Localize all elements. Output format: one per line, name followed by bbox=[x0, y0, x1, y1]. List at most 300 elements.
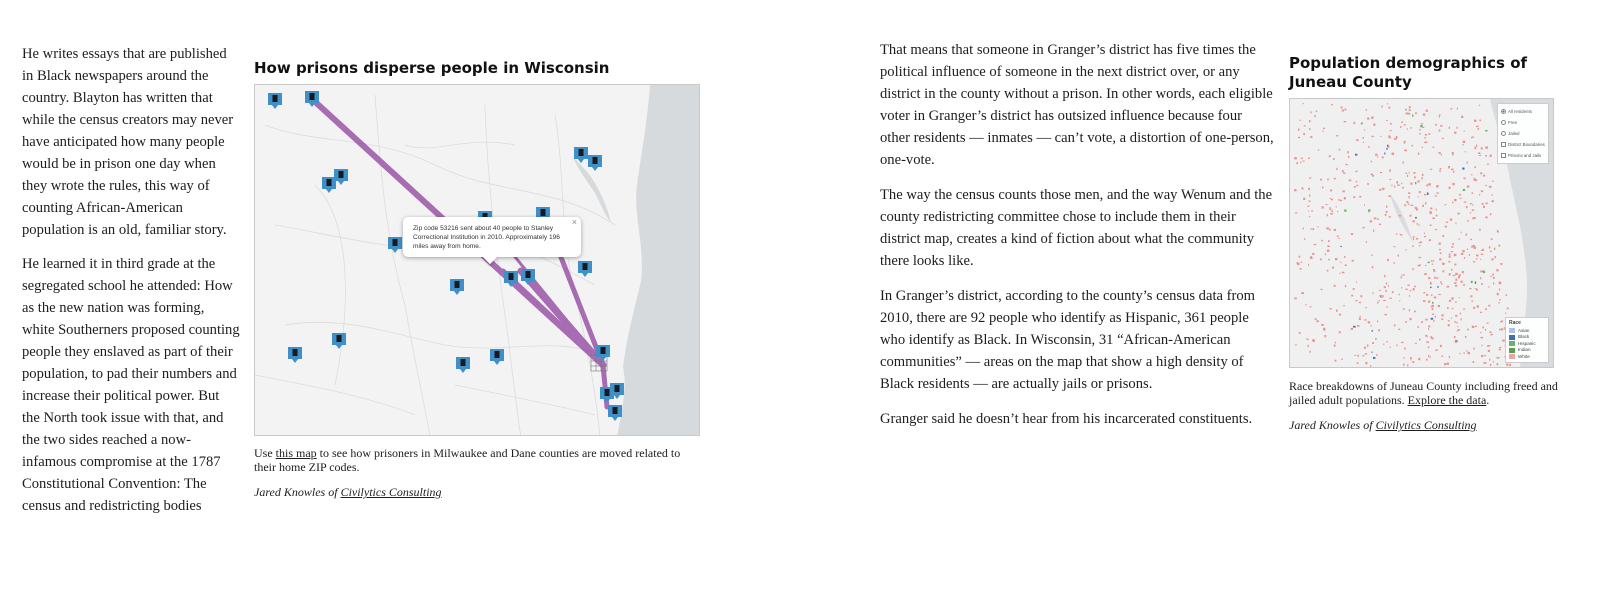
population-dot bbox=[1323, 128, 1325, 129]
population-dot bbox=[1490, 364, 1492, 366]
population-dot bbox=[1299, 256, 1301, 258]
demographics-map[interactable] bbox=[1289, 98, 1554, 368]
population-dot bbox=[1424, 194, 1426, 196]
population-dot bbox=[1425, 319, 1427, 321]
population-dot bbox=[1481, 147, 1483, 149]
population-dot bbox=[1410, 357, 1412, 359]
population-dot bbox=[1415, 217, 1417, 218]
population-dot bbox=[1336, 206, 1337, 207]
population-dot bbox=[1340, 200, 1342, 201]
population-dot bbox=[1424, 273, 1427, 275]
race-legend bbox=[1505, 317, 1549, 363]
population-dot bbox=[1300, 268, 1302, 269]
population-dot bbox=[1433, 147, 1435, 148]
population-dot bbox=[1357, 362, 1359, 363]
population-dot bbox=[1428, 183, 1431, 185]
radio-free[interactable] bbox=[1501, 117, 1545, 128]
population-dot bbox=[1377, 320, 1378, 322]
population-dot bbox=[1466, 350, 1467, 351]
population-dot bbox=[1377, 156, 1378, 157]
population-dot bbox=[1323, 131, 1324, 132]
population-dot bbox=[1468, 352, 1471, 354]
population-dot bbox=[1419, 224, 1420, 226]
population-dot bbox=[1364, 204, 1365, 205]
population-dot bbox=[1500, 321, 1501, 322]
population-dot bbox=[1452, 243, 1454, 245]
population-dot bbox=[1438, 152, 1439, 154]
population-dot bbox=[1428, 355, 1429, 357]
population-dot bbox=[1500, 263, 1503, 265]
population-dot bbox=[1450, 108, 1452, 109]
population-dot bbox=[1475, 282, 1476, 284]
population-dot bbox=[1421, 177, 1422, 179]
population-dot bbox=[1371, 161, 1373, 162]
population-dot bbox=[1407, 364, 1408, 366]
population-dot bbox=[1507, 308, 1509, 310]
population-dot bbox=[1436, 215, 1438, 217]
population-dot bbox=[1365, 362, 1367, 364]
population-dot bbox=[1389, 195, 1391, 197]
check-label: District Boundaries bbox=[1508, 142, 1545, 147]
population-dot bbox=[1370, 365, 1371, 367]
population-dot bbox=[1294, 297, 1297, 299]
population-dot bbox=[1389, 169, 1391, 171]
population-dot bbox=[1454, 199, 1456, 201]
population-dot bbox=[1430, 225, 1432, 227]
population-dot bbox=[1364, 319, 1366, 320]
population-dot bbox=[1384, 275, 1385, 277]
demographics-caption bbox=[1289, 379, 1564, 407]
population-dot bbox=[1433, 269, 1435, 270]
population-dot bbox=[1471, 281, 1473, 283]
population-dot bbox=[1499, 299, 1500, 301]
population-dot bbox=[1456, 322, 1457, 324]
population-dot bbox=[1506, 294, 1507, 296]
population-dot bbox=[1434, 297, 1436, 299]
population-dot bbox=[1401, 342, 1403, 343]
population-dot bbox=[1367, 118, 1369, 120]
population-dot bbox=[1407, 129, 1408, 130]
population-dot bbox=[1452, 183, 1454, 185]
population-dot bbox=[1484, 355, 1486, 356]
population-dot bbox=[1327, 250, 1330, 252]
radio-all-residents[interactable] bbox=[1501, 106, 1545, 117]
article-column-right bbox=[880, 39, 1275, 443]
population-dot bbox=[1464, 131, 1465, 132]
population-dot bbox=[1492, 274, 1494, 276]
population-dot bbox=[1390, 123, 1392, 125]
population-dot bbox=[1299, 332, 1301, 334]
population-dot bbox=[1409, 309, 1410, 311]
population-dot bbox=[1309, 201, 1311, 202]
this-map-link[interactable]: this map bbox=[275, 446, 317, 460]
population-dot bbox=[1341, 107, 1343, 109]
population-dot bbox=[1372, 136, 1374, 137]
population-dot bbox=[1442, 235, 1444, 237]
population-dot bbox=[1493, 361, 1494, 363]
radio-icon bbox=[1501, 131, 1506, 136]
legend-swatch bbox=[1509, 348, 1515, 353]
population-dot bbox=[1474, 120, 1476, 122]
population-dot bbox=[1447, 307, 1449, 309]
population-dot bbox=[1494, 248, 1495, 250]
population-dot bbox=[1303, 228, 1304, 230]
explore-data-link[interactable]: Explore the data bbox=[1407, 393, 1487, 407]
population-dot bbox=[1454, 336, 1456, 338]
population-dot bbox=[1467, 161, 1468, 163]
population-dot bbox=[1419, 245, 1421, 246]
population-dot bbox=[1415, 207, 1417, 208]
population-dot bbox=[1489, 359, 1490, 361]
population-dot bbox=[1499, 245, 1501, 247]
check-district-boundaries[interactable] bbox=[1501, 139, 1545, 150]
population-dot bbox=[1458, 329, 1461, 331]
checkbox-icon bbox=[1501, 153, 1506, 158]
population-dot bbox=[1408, 113, 1410, 115]
population-dot bbox=[1481, 250, 1483, 251]
population-dot bbox=[1362, 227, 1364, 228]
population-dot bbox=[1402, 275, 1403, 276]
population-dot bbox=[1448, 166, 1450, 168]
population-dot bbox=[1340, 262, 1341, 263]
population-dot bbox=[1339, 314, 1341, 316]
population-dot bbox=[1477, 305, 1479, 307]
population-dot bbox=[1336, 135, 1338, 136]
population-dot bbox=[1356, 185, 1358, 186]
population-dot bbox=[1409, 295, 1410, 297]
population-dot bbox=[1403, 274, 1404, 276]
map-canvas[interactable] bbox=[255, 85, 700, 436]
population-dot bbox=[1388, 135, 1390, 137]
population-dot bbox=[1314, 115, 1316, 117]
radio-icon bbox=[1501, 109, 1506, 114]
legend-swatch bbox=[1509, 341, 1515, 346]
population-dot bbox=[1363, 142, 1364, 143]
population-dot bbox=[1311, 228, 1312, 230]
population-dot bbox=[1373, 292, 1374, 294]
population-dot bbox=[1312, 339, 1314, 341]
population-dot bbox=[1415, 182, 1416, 184]
population-dot bbox=[1357, 325, 1360, 327]
population-dot bbox=[1304, 238, 1305, 240]
population-dot bbox=[1479, 229, 1480, 231]
population-dot bbox=[1441, 283, 1442, 285]
population-dot bbox=[1464, 352, 1465, 354]
population-dot bbox=[1480, 277, 1481, 279]
population-dot bbox=[1396, 233, 1397, 234]
population-dot bbox=[1338, 199, 1340, 200]
population-dot bbox=[1327, 270, 1329, 272]
population-dot bbox=[1359, 316, 1360, 318]
population-dot bbox=[1328, 240, 1330, 242]
population-dot bbox=[1412, 268, 1413, 270]
population-dot bbox=[1427, 336, 1428, 337]
population-dot bbox=[1433, 260, 1434, 261]
population-dot bbox=[1410, 290, 1411, 292]
population-dot bbox=[1459, 194, 1461, 195]
population-dot bbox=[1379, 189, 1381, 191]
demographics-credit bbox=[1289, 418, 1477, 433]
population-dot bbox=[1421, 321, 1423, 323]
population-dot bbox=[1489, 186, 1492, 188]
population-dot bbox=[1425, 265, 1427, 266]
population-dot bbox=[1371, 352, 1372, 353]
population-dot bbox=[1405, 109, 1407, 111]
population-dot bbox=[1454, 254, 1457, 256]
population-dot bbox=[1497, 357, 1499, 359]
population-dot bbox=[1481, 345, 1482, 347]
population-dot bbox=[1400, 126, 1401, 128]
population-dot bbox=[1388, 146, 1389, 148]
population-dot bbox=[1434, 277, 1436, 279]
population-dot bbox=[1460, 198, 1462, 199]
population-dot bbox=[1356, 139, 1358, 141]
population-dot bbox=[1372, 330, 1373, 332]
population-dot bbox=[1455, 341, 1457, 343]
population-dot bbox=[1499, 349, 1501, 351]
population-dot bbox=[1466, 206, 1468, 208]
population-dot bbox=[1324, 335, 1326, 337]
population-dot bbox=[1351, 328, 1353, 330]
population-dot bbox=[1426, 184, 1428, 186]
population-dot bbox=[1402, 187, 1404, 188]
population-dot bbox=[1498, 302, 1499, 303]
caption-end: . bbox=[1486, 393, 1490, 407]
demographics-title: Population demographics of Juneau County bbox=[1289, 54, 1528, 91]
population-dot bbox=[1448, 261, 1450, 263]
population-dot bbox=[1335, 258, 1337, 260]
population-dot bbox=[1385, 290, 1387, 292]
population-dot bbox=[1432, 308, 1434, 310]
population-dot bbox=[1407, 175, 1408, 177]
population-dot bbox=[1459, 297, 1460, 298]
population-dot bbox=[1440, 253, 1442, 255]
check-label: Prisons and Jails bbox=[1508, 153, 1542, 158]
prison-dispersal-map[interactable] bbox=[254, 84, 700, 436]
population-dot bbox=[1310, 351, 1311, 353]
population-dot bbox=[1447, 286, 1450, 288]
population-dot bbox=[1416, 223, 1418, 224]
population-dot bbox=[1323, 328, 1325, 330]
paragraph: In Granger’s district, according to the county’s census data from 2010, there are 92 people who identify as Hispanic, 361 people who identify as Black. In Wisconsin, 31 “African-American communities” — areas on the map that show a high density of Black residents — are actually jails or prisons. bbox=[880, 288, 1256, 392]
population-dot bbox=[1462, 144, 1463, 145]
radio-label: All residents bbox=[1508, 109, 1532, 114]
population-dot bbox=[1334, 285, 1336, 287]
population-dot bbox=[1481, 337, 1484, 339]
population-dot bbox=[1479, 155, 1481, 156]
population-dot bbox=[1473, 348, 1474, 350]
population-dot bbox=[1423, 114, 1425, 116]
population-dot bbox=[1476, 258, 1478, 259]
population-dot bbox=[1455, 301, 1456, 303]
population-dot bbox=[1331, 199, 1333, 201]
population-dot bbox=[1439, 258, 1441, 260]
population-dot bbox=[1449, 127, 1450, 129]
civilytics-link[interactable]: Civilytics Consulting bbox=[1375, 418, 1477, 432]
population-dot bbox=[1423, 300, 1425, 302]
population-dot bbox=[1485, 308, 1487, 310]
civilytics-link[interactable]: Civilytics Consulting bbox=[340, 485, 442, 499]
population-dot bbox=[1302, 188, 1303, 190]
population-dot bbox=[1414, 286, 1416, 287]
population-dot bbox=[1499, 329, 1500, 331]
population-dot bbox=[1478, 128, 1480, 130]
population-dot bbox=[1303, 103, 1304, 104]
population-dot bbox=[1480, 172, 1482, 174]
population-dot bbox=[1382, 295, 1383, 297]
population-dot bbox=[1364, 347, 1366, 349]
caption-text: to see how prisoners in Milwaukee and Dane counties are moved related to their home ZIP codes. bbox=[254, 446, 681, 474]
population-dot bbox=[1401, 287, 1402, 288]
population-dot bbox=[1425, 142, 1427, 144]
population-dot bbox=[1332, 267, 1334, 269]
population-dot bbox=[1479, 120, 1481, 122]
population-dot bbox=[1481, 190, 1483, 192]
population-dot bbox=[1485, 147, 1488, 149]
close-icon[interactable]: × bbox=[571, 217, 577, 227]
population-dot bbox=[1488, 305, 1490, 307]
population-dot bbox=[1304, 125, 1306, 126]
population-dot bbox=[1325, 254, 1326, 256]
population-dot bbox=[1363, 137, 1365, 139]
population-dot bbox=[1455, 285, 1457, 287]
article-column-left bbox=[22, 43, 240, 529]
population-dot bbox=[1426, 294, 1428, 296]
population-dot bbox=[1372, 342, 1374, 344]
population-dot bbox=[1371, 255, 1372, 257]
population-dot bbox=[1444, 363, 1446, 365]
population-dot bbox=[1386, 206, 1387, 208]
population-dot bbox=[1308, 211, 1309, 212]
population-dot bbox=[1449, 273, 1451, 275]
population-dot bbox=[1497, 363, 1499, 365]
population-dot bbox=[1341, 359, 1343, 360]
population-dot bbox=[1467, 249, 1468, 251]
population-dot bbox=[1401, 121, 1402, 123]
population-dot bbox=[1440, 345, 1442, 347]
population-dot bbox=[1429, 211, 1432, 213]
population-dot bbox=[1392, 291, 1394, 293]
population-dot bbox=[1455, 223, 1456, 225]
population-dot bbox=[1424, 236, 1426, 237]
population-dot bbox=[1377, 302, 1379, 304]
population-dot bbox=[1353, 326, 1356, 328]
population-dot bbox=[1489, 246, 1491, 248]
population-dot bbox=[1343, 305, 1345, 306]
population-dot bbox=[1480, 259, 1481, 260]
population-dot bbox=[1298, 129, 1299, 131]
population-dot bbox=[1442, 264, 1444, 265]
population-dot bbox=[1414, 176, 1416, 178]
population-dot bbox=[1472, 210, 1475, 211]
population-dot bbox=[1351, 295, 1353, 297]
paragraph: He writes essays that are published in Black newspapers around the country. Blayton has written that while the census creators may never have anticipated how many people would be in prison one day when they wrote the rules, this way of counting African-American population is an old, familiar story. bbox=[22, 46, 234, 238]
population-dot bbox=[1394, 324, 1396, 326]
population-dot bbox=[1317, 226, 1318, 227]
population-dot bbox=[1454, 132, 1456, 134]
population-dot bbox=[1435, 195, 1437, 196]
population-dot bbox=[1442, 138, 1444, 139]
population-dot bbox=[1344, 210, 1346, 212]
population-dot bbox=[1308, 158, 1310, 160]
layer-controls[interactable] bbox=[1497, 103, 1549, 164]
population-dot bbox=[1335, 360, 1337, 362]
population-dot bbox=[1449, 356, 1450, 358]
population-dot bbox=[1411, 359, 1412, 360]
population-dot bbox=[1305, 304, 1306, 305]
population-dot bbox=[1296, 162, 1298, 164]
population-dot bbox=[1497, 293, 1499, 295]
population-dot bbox=[1463, 309, 1465, 310]
map-title: How prisons disperse people in Wisconsin bbox=[254, 59, 610, 77]
population-dot bbox=[1354, 355, 1356, 356]
population-dot bbox=[1337, 211, 1338, 212]
population-dot bbox=[1311, 256, 1312, 258]
population-dot bbox=[1431, 338, 1433, 340]
population-dot bbox=[1432, 314, 1434, 316]
population-dot bbox=[1459, 353, 1460, 354]
population-dot bbox=[1401, 276, 1402, 278]
population-dot bbox=[1449, 254, 1451, 256]
population-dot bbox=[1482, 203, 1484, 205]
population-dot bbox=[1310, 136, 1312, 138]
population-dot bbox=[1492, 194, 1493, 195]
population-dot bbox=[1450, 219, 1452, 221]
population-dot bbox=[1399, 215, 1401, 217]
population-dot bbox=[1452, 246, 1454, 248]
population-dot bbox=[1373, 357, 1375, 359]
population-dot bbox=[1396, 344, 1397, 346]
population-dot bbox=[1485, 155, 1487, 157]
population-dot bbox=[1447, 363, 1449, 365]
radio-jailed[interactable] bbox=[1501, 128, 1545, 139]
population-dot bbox=[1453, 275, 1456, 276]
population-dot bbox=[1406, 289, 1408, 290]
population-dot bbox=[1458, 276, 1460, 278]
population-dot bbox=[1329, 207, 1330, 209]
population-dot bbox=[1410, 215, 1412, 217]
population-dot bbox=[1440, 168, 1442, 170]
population-dot bbox=[1489, 332, 1491, 333]
population-dot bbox=[1437, 286, 1438, 288]
population-dot bbox=[1488, 286, 1489, 288]
legend-swatch bbox=[1509, 354, 1515, 359]
population-dot bbox=[1454, 264, 1456, 266]
population-dot bbox=[1429, 133, 1431, 135]
population-dot bbox=[1315, 318, 1317, 320]
population-dot bbox=[1460, 281, 1462, 283]
population-dot bbox=[1309, 177, 1311, 178]
population-dot bbox=[1408, 204, 1410, 205]
population-dot bbox=[1309, 128, 1310, 130]
population-dot bbox=[1342, 170, 1344, 172]
legend-label: Hispanic bbox=[1518, 340, 1536, 346]
population-dot bbox=[1459, 274, 1461, 276]
population-dot bbox=[1368, 146, 1370, 147]
population-dot bbox=[1297, 263, 1299, 265]
population-dot bbox=[1432, 264, 1434, 265]
population-dot bbox=[1327, 214, 1328, 216]
population-dot bbox=[1389, 298, 1392, 299]
population-dot bbox=[1397, 184, 1399, 186]
population-dot bbox=[1386, 211, 1388, 213]
population-dot bbox=[1472, 192, 1473, 194]
check-prisons-jails[interactable] bbox=[1501, 150, 1545, 161]
population-dot bbox=[1455, 315, 1457, 317]
population-dot bbox=[1368, 321, 1370, 323]
population-dot bbox=[1483, 363, 1484, 364]
population-dot bbox=[1473, 307, 1475, 309]
